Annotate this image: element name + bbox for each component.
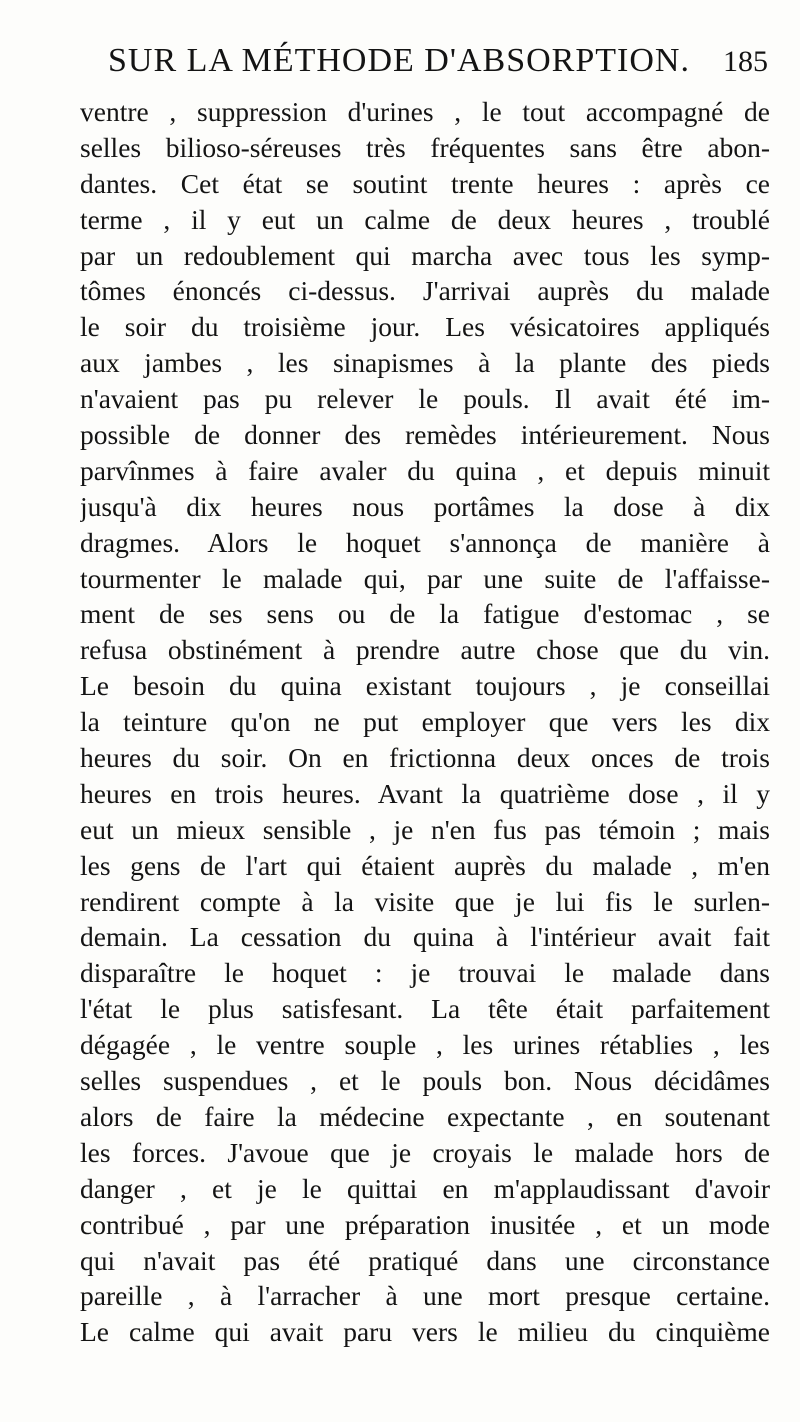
text-line: pareille , à l'arracher à une mort presque certaine. bbox=[80, 1280, 770, 1312]
text-line: les gens de l'art qui étaient auprès du malade , m'en bbox=[80, 849, 770, 881]
text-line: Le calme qui avait paru vers le milieu du cinquième bbox=[80, 1316, 770, 1348]
text-line: selles bilioso-séreuses très fréquentes sans être abon- bbox=[80, 131, 770, 163]
text-line: tômes énoncés ci-dessus. J'arrivai auprès du malade bbox=[80, 275, 770, 307]
text-line: selles suspendues , et le pouls bon. Nous décidâmes bbox=[80, 1065, 770, 1097]
page-number: 185 bbox=[723, 45, 768, 78]
text-line: terme , il y eut un calme de deux heures , troublé bbox=[80, 203, 770, 235]
text-line: heures du soir. On en frictionna deux onces de trois bbox=[80, 742, 770, 774]
running-title: SUR LA MÉTHODE D'ABSORPTION. bbox=[108, 42, 690, 79]
text-line: qui n'avait pas été pratiqué dans une circonstance bbox=[80, 1244, 770, 1276]
text-line: heures en trois heures. Avant la quatrième dose , il y bbox=[80, 777, 770, 809]
text-line: dégagée , le ventre souple , les urines rétablies , les bbox=[80, 1029, 770, 1061]
text-line: possible de donner des remèdes intérieurement. Nous bbox=[80, 419, 770, 451]
text-line: rendirent compte à la visite que je lui fis le surlen- bbox=[80, 885, 770, 917]
text-line: demain. La cessation du quina à l'intérieur avait fait bbox=[80, 921, 770, 953]
text-line: dantes. Cet état se soutint trente heures : après ce bbox=[80, 167, 770, 199]
text-line: ment de ses sens ou de la fatigue d'estomac , se bbox=[80, 598, 770, 630]
text-line: alors de faire la médecine expectante , en soutenant bbox=[80, 1100, 770, 1132]
text-line: disparaître le hoquet : je trouvai le malade dans bbox=[80, 957, 770, 989]
body-text bbox=[80, 94, 770, 1350]
text-line: Le besoin du quina existant toujours , je conseillai bbox=[80, 670, 770, 702]
text-line: la teinture qu'on ne put employer que vers les dix bbox=[80, 706, 770, 738]
text-line: aux jambes , les sinapismes à la plante des pieds bbox=[80, 347, 770, 379]
text-line: par un redoublement qui marcha avec tous les symp- bbox=[80, 239, 770, 271]
text-line: parvînmes à faire avaler du quina , et depuis minuit bbox=[80, 454, 770, 486]
text-line: refusa obstinément à prendre autre chose que du vin. bbox=[80, 634, 770, 666]
text-line: contribué , par une préparation inusitée , et un mode bbox=[80, 1208, 770, 1240]
text-line: n'avaient pas pu relever le pouls. Il avait été im- bbox=[80, 383, 770, 415]
text-line: jusqu'à dix heures nous portâmes la dose à dix bbox=[80, 490, 770, 522]
running-head bbox=[108, 42, 768, 86]
text-line: danger , et je le quittai en m'applaudissant d'avoir bbox=[80, 1172, 770, 1204]
text-line: le soir du troisième jour. Les vésicatoires appliqués bbox=[80, 311, 770, 343]
text-line: tourmenter le malade qui, par une suite de l'affaisse- bbox=[80, 562, 770, 594]
text-line: eut un mieux sensible , je n'en fus pas témoin ; mais bbox=[80, 813, 770, 845]
text-line: dragmes. Alors le hoquet s'annonça de manière à bbox=[80, 526, 770, 558]
text-line: l'état le plus satisfesant. La tête était parfaitement bbox=[80, 993, 770, 1025]
text-line: ventre , suppression d'urines , le tout accompagné de bbox=[80, 96, 770, 127]
text-line: les forces. J'avoue que je croyais le malade hors de bbox=[80, 1136, 770, 1168]
